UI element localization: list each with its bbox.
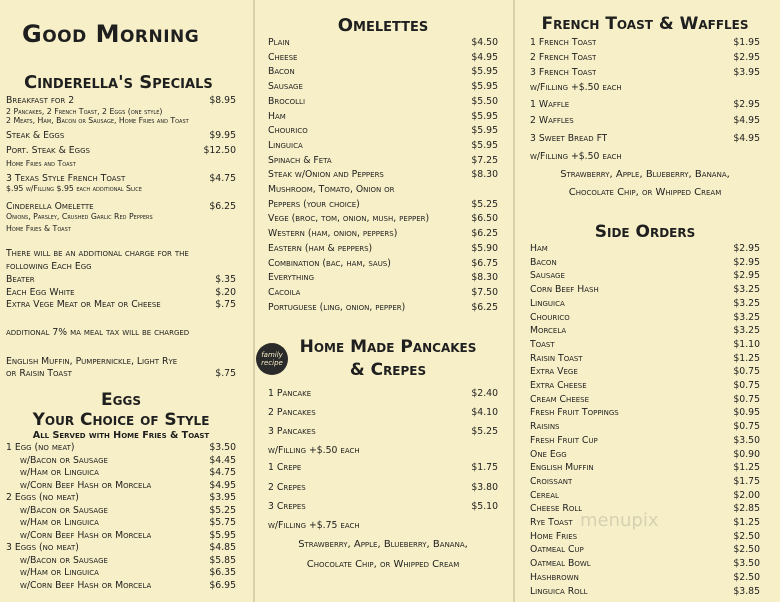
item-price: $2.50 (733, 544, 760, 556)
menu-item (530, 558, 760, 570)
item-name: 2 Crepes (268, 482, 306, 493)
menu-item (268, 445, 498, 457)
menu-item (530, 449, 760, 461)
item-price: $3.50 (733, 558, 760, 570)
menu-item (268, 243, 498, 255)
menu-item (268, 140, 498, 152)
item-name: Rye Toast (530, 517, 573, 528)
column-left (6, 0, 236, 602)
item-name: 2 French Toast (530, 52, 597, 63)
eggs-subtitle-title: Your Choice of Style (32, 410, 210, 430)
menu-item: Beater $.35 (6, 274, 236, 285)
item-name: Hashbrown (530, 571, 579, 583)
item-description: 2 Meats, Ham, Bacon or Sausage, Home Fries and Toast (6, 116, 189, 125)
menu-item (6, 555, 236, 567)
menu-item (6, 467, 236, 479)
menu-item (268, 388, 498, 400)
item-name: 1 Pancake (268, 388, 312, 399)
item-name: Raisins (530, 421, 560, 433)
item-price: $2.50 (733, 571, 760, 583)
menu-item: Steak & Eggs $9.95 (6, 130, 236, 141)
item-price: $5.90 (471, 242, 498, 254)
item-name: Everything (268, 272, 315, 284)
fold-line (253, 0, 255, 602)
item-name: w/Bacon or Sausage (20, 504, 108, 516)
item-name: Spinach & Feta (268, 154, 332, 166)
item-name: Fresh Fruit Toppings (530, 407, 619, 419)
item-name: w/Filling +$.75 each (268, 520, 360, 531)
item-name: Cacoila (268, 286, 301, 298)
item-price: $1.75 (471, 462, 498, 473)
item-name: Raisin Toast (530, 352, 583, 364)
item-price: $5.95 (471, 81, 498, 93)
item-price: $5.95 (471, 125, 498, 137)
item-name: Ham (268, 110, 286, 122)
egg-note: following Each Egg (6, 261, 92, 272)
item-name: Corn Beef Hash (530, 284, 599, 296)
good-morning-title: Good Morning (22, 20, 200, 48)
item-price: $5.75 (209, 517, 236, 528)
watermark: menupix (580, 510, 659, 531)
item-name: Morcela (530, 325, 567, 337)
item-price: $3.95 (209, 492, 236, 503)
item-price: $1.95 (733, 37, 760, 48)
item-price: $0.75 (733, 366, 760, 378)
menu-item (268, 213, 498, 225)
item-description: 2 Pancakes, 2 French Toast, 2 Eggs (one style) (6, 107, 163, 116)
menu-item (268, 96, 498, 108)
item-name: w/Filling +$.50 each (530, 151, 622, 162)
menu-item (530, 572, 760, 584)
item-price: $8.30 (471, 169, 498, 181)
item-price: $5.95 (471, 139, 498, 151)
item-name: Toast (530, 338, 555, 350)
egg-note: There will be an additional charge for the (6, 248, 189, 259)
menu-item (530, 407, 760, 419)
tax-note: additional 7% ma meal tax will be charged (6, 327, 190, 338)
menu-item: Port. Steak & Eggs $12.50 (6, 145, 236, 156)
menu-item (268, 302, 498, 314)
item-price: $7.25 (471, 154, 498, 166)
item-price: $2.95 (733, 270, 760, 282)
item-name: Steak w/Onion and Peppers (268, 169, 384, 181)
bread-note: English Muffin, Pumpernickle, Light Rye (6, 356, 178, 367)
item-name: Bacon (268, 66, 295, 78)
fillings-note: Chocolate Chip, or Whipped Cream (306, 559, 460, 570)
item-description: Onions, Parsley, Crushed Garlic Red Peppers (6, 212, 153, 221)
menu-item (530, 490, 760, 502)
menu-item (268, 111, 498, 123)
menu-item (268, 37, 498, 49)
menu-item (268, 81, 498, 93)
menu-item (530, 270, 760, 282)
menu-item (530, 284, 760, 296)
item-name: w/Ham or Linguica (20, 467, 99, 478)
item-price: $1.25 (733, 352, 760, 364)
eggs-title: Eggs (101, 390, 141, 410)
item-price: $0.75 (733, 393, 760, 405)
item-price: $8.30 (471, 272, 498, 284)
menu-item (268, 52, 498, 64)
item-name: Ham (530, 243, 548, 254)
item-name: Extra Cheese (530, 380, 587, 391)
item-name: Home Fries (530, 530, 578, 542)
item-price: $2.50 (733, 530, 760, 542)
item-name: 1 Egg (no meat) (6, 442, 75, 453)
item-price: $6.50 (471, 213, 498, 225)
item-name: Eastern (ham & peppers) (268, 242, 373, 254)
item-name: One Egg (530, 448, 567, 460)
item-name: Bacon (530, 256, 557, 268)
item-name: Cereal (530, 489, 559, 501)
item-name: 3 Sweet Bread FT (530, 133, 608, 144)
side-orders-title: Side Orders (594, 222, 696, 242)
item-price: $2.40 (471, 388, 498, 399)
item-price: $4.95 (471, 51, 498, 63)
menu-item: Cinderella Omelette $6.25 (6, 201, 236, 212)
item-name: Cream Cheese (530, 393, 590, 405)
item-name: Portuguese (ling, onion, pepper) (268, 301, 406, 313)
item-name: w/Filling +$.50 each (530, 82, 622, 93)
item-name: Linguica (268, 139, 303, 151)
menu-item (530, 82, 760, 94)
item-price: $3.80 (471, 482, 498, 493)
item-name: w/Bacon or Sausage (20, 554, 108, 566)
menu-item: Breakfast for 2 $8.95 (6, 95, 236, 106)
item-price: $5.85 (209, 554, 236, 566)
item-price: $4.50 (471, 37, 498, 48)
item-name: 2 Pancakes (268, 407, 316, 418)
item-name: Chourico (268, 125, 308, 137)
menu-item (530, 52, 760, 64)
item-price: $4.75 (209, 467, 236, 478)
menu-item (530, 435, 760, 447)
menu-item (6, 492, 236, 504)
item-name: Cheese (268, 51, 298, 63)
item-name: 1 French Toast (530, 37, 597, 48)
item-name: Vege (broc, tom, onion, mush, pepper) (268, 213, 430, 225)
item-name: 3 French Toast (530, 67, 597, 78)
menu-item (530, 99, 760, 111)
item-price: $3.25 (733, 297, 760, 309)
menu-item (530, 37, 760, 49)
item-price: $3.95 (733, 67, 760, 78)
item-price: $3.50 (209, 442, 236, 453)
item-price: $3.85 (733, 585, 760, 597)
item-price: $2.00 (733, 489, 760, 501)
fillings-note: Strawberry, Apple, Blueberry, Banana, (298, 539, 468, 550)
item-price: $6.95 (209, 579, 236, 591)
menu-item (6, 442, 236, 454)
fillings-note: Strawberry, Apple, Blueberry, Banana, (560, 169, 730, 180)
item-name: 1 Crepe (268, 462, 302, 473)
item-price: $4.45 (209, 454, 236, 466)
item-name: 3 Eggs (no meat) (6, 542, 79, 553)
item-name: Chourico (530, 311, 570, 323)
item-price: $0.75 (733, 380, 760, 391)
menu-item (530, 476, 760, 488)
family-recipe-badge: family recipe (256, 343, 288, 375)
menu-item (530, 339, 760, 351)
item-price: $6.75 (471, 257, 498, 269)
cinderella-title: Cinderella's Specials (24, 72, 213, 93)
menu-item (530, 586, 760, 598)
item-price: $4.95 (733, 133, 760, 144)
item-name: w/Ham or Linguica (20, 517, 99, 528)
menu-item (268, 287, 498, 299)
item-price: $1.75 (733, 475, 760, 487)
menu-item (6, 505, 236, 517)
item-price: $4.95 (733, 115, 760, 126)
menu-item: or Raisin Toast $.75 (6, 368, 236, 379)
menu-item (530, 394, 760, 406)
menu-item (268, 169, 498, 181)
item-price: $3.25 (733, 311, 760, 323)
item-name: Linguica (530, 297, 565, 309)
item-price: $1.25 (733, 462, 760, 474)
item-name: Mushroom, Tomato, Onion or (268, 184, 395, 195)
menu-item (530, 366, 760, 378)
item-price: $1.10 (733, 338, 760, 350)
item-name: Combination (bac, ham, saus) (268, 257, 391, 269)
item-price: $2.85 (733, 503, 760, 515)
item-name: 3 Crepes (268, 501, 306, 512)
pancakes-subtitle: & Crepes (349, 360, 427, 380)
item-name: w/Filling +$.50 each (268, 445, 360, 456)
item-price: $5.95 (471, 66, 498, 78)
menu-item (530, 353, 760, 365)
item-price: $5.95 (471, 110, 498, 122)
item-price: $2.95 (733, 99, 760, 110)
menu-item (268, 184, 498, 196)
item-name: Oatmeal Cup (530, 544, 584, 556)
item-name: 2 Waffles (530, 115, 574, 126)
menu-item (268, 462, 498, 474)
item-price: $4.85 (209, 542, 236, 553)
column-middle (261, 0, 498, 602)
item-price: $5.10 (471, 501, 498, 512)
menu-item (268, 272, 498, 284)
item-price: $0.95 (733, 407, 760, 419)
item-description: $.95 w/Filling $.95 each additional Slice (6, 184, 142, 193)
omelettes-title: Omelettes (337, 15, 429, 36)
item-price: $5.50 (471, 95, 498, 107)
item-price: $3.50 (733, 434, 760, 446)
menu-item (268, 258, 498, 270)
fillings-note: Chocolate Chip, or Whipped Cream (568, 187, 722, 198)
menu-item (530, 544, 760, 556)
item-name: Oatmeal Bowl (530, 558, 591, 570)
pancakes-title: Home Made Pancakes (299, 337, 477, 357)
menu-item (530, 243, 760, 255)
menu-item (268, 426, 498, 438)
item-price: $6.25 (471, 301, 498, 313)
item-name: w/Corn Beef Hash or Morcela (20, 579, 152, 591)
menu-item (268, 125, 498, 137)
item-name: 2 Eggs (no meat) (6, 492, 79, 503)
menu-item: Each Egg White $.20 (6, 287, 236, 298)
item-price: $6.25 (471, 228, 498, 240)
item-price: $5.25 (209, 504, 236, 516)
item-name: Western (ham, onion, peppers) (268, 228, 398, 240)
menu-item (268, 199, 498, 211)
item-name: w/Ham or Linguica (20, 567, 99, 578)
menu-item (268, 501, 498, 513)
item-name: Brocolli (268, 95, 306, 107)
menu-item (6, 542, 236, 554)
menu-item (530, 67, 760, 79)
item-price: $5.95 (209, 529, 236, 541)
item-name: 3 Pancakes (268, 426, 316, 437)
item-name: w/Corn Beef Hash or Morcela (20, 529, 152, 541)
fold-line (513, 0, 515, 602)
item-name: English Muffin (530, 462, 594, 474)
item-price: $2.95 (733, 243, 760, 254)
menu-item (530, 312, 760, 324)
menu-item (530, 151, 760, 163)
menu-item (6, 580, 236, 592)
item-name: Plain (268, 37, 290, 48)
menu-item (268, 482, 498, 494)
menu-item (268, 520, 498, 532)
item-name: Sausage (530, 270, 565, 282)
item-name: Croissant (530, 475, 573, 487)
menu-item (530, 421, 760, 433)
eggs-subtitle: All Served with Home Fries & Toast (32, 430, 210, 441)
item-price: $2.95 (733, 52, 760, 63)
menu-item (530, 133, 760, 145)
menu-item (530, 257, 760, 269)
item-price: $5.25 (471, 198, 498, 210)
french-toast-title: French Toast & Waffles (541, 14, 749, 34)
item-description: Home Fries & Toast (6, 224, 71, 233)
item-price: $3.25 (733, 284, 760, 296)
item-price: $2.95 (733, 256, 760, 268)
item-description: Home Fries and Toast (6, 159, 76, 168)
item-name: 1 Waffle (530, 99, 570, 110)
item-name: Fresh Fruit Cup (530, 434, 598, 446)
item-price: $4.10 (471, 407, 498, 418)
item-price: $5.25 (471, 426, 498, 437)
item-name: Extra Vege (530, 366, 578, 378)
item-price: $6.35 (209, 567, 236, 578)
item-name: Peppers (your choice) (268, 198, 360, 210)
menu-item (268, 155, 498, 167)
item-price: $3.25 (733, 325, 760, 337)
menu-item (530, 380, 760, 392)
menu-item (6, 455, 236, 467)
menu-item (6, 517, 236, 529)
menu-item (268, 66, 498, 78)
item-name: w/Bacon or Sausage (20, 454, 108, 466)
item-name: Sausage (268, 81, 303, 93)
menu-item (530, 115, 760, 127)
menu-item (6, 530, 236, 542)
menu-item (268, 407, 498, 419)
item-price: $1.25 (733, 517, 760, 528)
item-name: Cheese Roll (530, 503, 583, 515)
menu-item (6, 567, 236, 579)
item-name: w/Corn Beef Hash or Morcela (20, 479, 152, 491)
item-price: $0.75 (733, 421, 760, 433)
item-price: $0.90 (733, 448, 760, 460)
item-name: Linguica Roll (530, 585, 588, 597)
menu-item: 3 Texas Style French Toast $4.75 (6, 173, 236, 184)
menu-item (530, 462, 760, 474)
menu-item (530, 298, 760, 310)
item-price: $7.50 (471, 286, 498, 298)
menu-item (530, 325, 760, 337)
menu-item (530, 531, 760, 543)
menu-item (268, 228, 498, 240)
menu-item: Extra Vege Meat or Meat or Cheese $.75 (6, 299, 236, 310)
menu-item (6, 480, 236, 492)
item-price: $4.95 (209, 479, 236, 491)
